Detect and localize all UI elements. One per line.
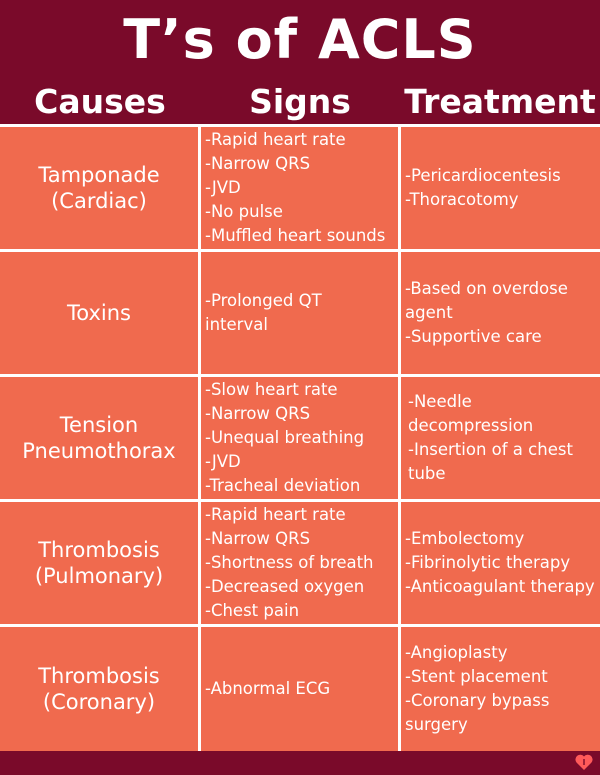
sign-item: -Narrow QRS <box>205 404 311 423</box>
signs-list <box>205 127 395 249</box>
sign-item: -Shortness of breath <box>205 553 374 572</box>
treatment-list <box>405 502 595 624</box>
heart-icon <box>574 752 594 772</box>
sign-item: -JVD <box>205 178 241 197</box>
sign-item: -Unequal breathing <box>205 428 365 447</box>
header-causes: Causes <box>34 82 166 121</box>
cause-toxins: Toxins <box>67 301 131 325</box>
sign-item: -JVD <box>205 452 241 471</box>
sign-item: -Prolonged QT interval <box>205 291 322 334</box>
sign-item: -Rapid heart rate <box>205 130 346 149</box>
treatment-item: -Fibrinolytic therapy <box>405 553 571 572</box>
sign-item: -Narrow QRS <box>205 154 311 173</box>
sign-item: -Slow heart rate <box>205 380 338 399</box>
header-signs: Signs <box>249 82 351 121</box>
treatment-item: -Supportive care <box>405 327 542 346</box>
sign-item: -Muffled heart sounds <box>205 226 386 245</box>
sign-item: -Abnormal ECG <box>205 679 331 698</box>
header-treatment: Treatment <box>404 82 596 121</box>
treatment-item: -Anticoagulant therapy <box>405 577 595 596</box>
cause-thrombosis-coronary: Thrombosis (Coronary) <box>38 664 160 714</box>
column-divider <box>198 124 201 751</box>
treatment-item: -Needle decompression <box>408 392 534 435</box>
treatment-list <box>405 627 575 751</box>
treatment-item: -Thoracotomy <box>405 190 519 209</box>
sign-item: -Tracheal deviation <box>205 476 361 495</box>
signs-list <box>205 627 395 751</box>
acls-table <box>0 124 600 751</box>
sign-item: -Narrow QRS <box>205 529 311 548</box>
sign-item: -Rapid heart rate <box>205 505 346 524</box>
treatment-item: -Angioplasty <box>405 643 508 662</box>
sign-item: -Chest pain <box>205 601 300 620</box>
treatment-item: -Embolectomy <box>405 529 525 548</box>
signs-list <box>205 252 355 374</box>
treatment-item: -Based on overdose agent <box>405 279 568 322</box>
cause-tamponade: Tamponade (Cardiac) <box>38 163 160 213</box>
signs-list <box>205 377 395 499</box>
treatment-item: -Stent placement <box>405 667 548 686</box>
treatment-list <box>408 377 595 499</box>
signs-list <box>205 502 395 624</box>
treatment-item: -Pericardiocentesis <box>405 166 561 185</box>
column-divider <box>398 124 401 751</box>
treatment-item: -Coronary bypass surgery <box>405 691 550 734</box>
treatment-list <box>405 252 595 374</box>
treatment-item: -Insertion of a chest tube <box>408 440 573 483</box>
sign-item: -Decreased oxygen <box>205 577 365 596</box>
treatment-list <box>405 127 595 249</box>
page-title: T’s of ACLS <box>123 8 477 71</box>
sign-item: -No pulse <box>205 202 283 221</box>
cause-tension-pneumothorax: Tension Pneumothorax <box>22 413 176 463</box>
cause-thrombosis-pulmonary: Thrombosis (Pulmonary) <box>34 538 164 588</box>
